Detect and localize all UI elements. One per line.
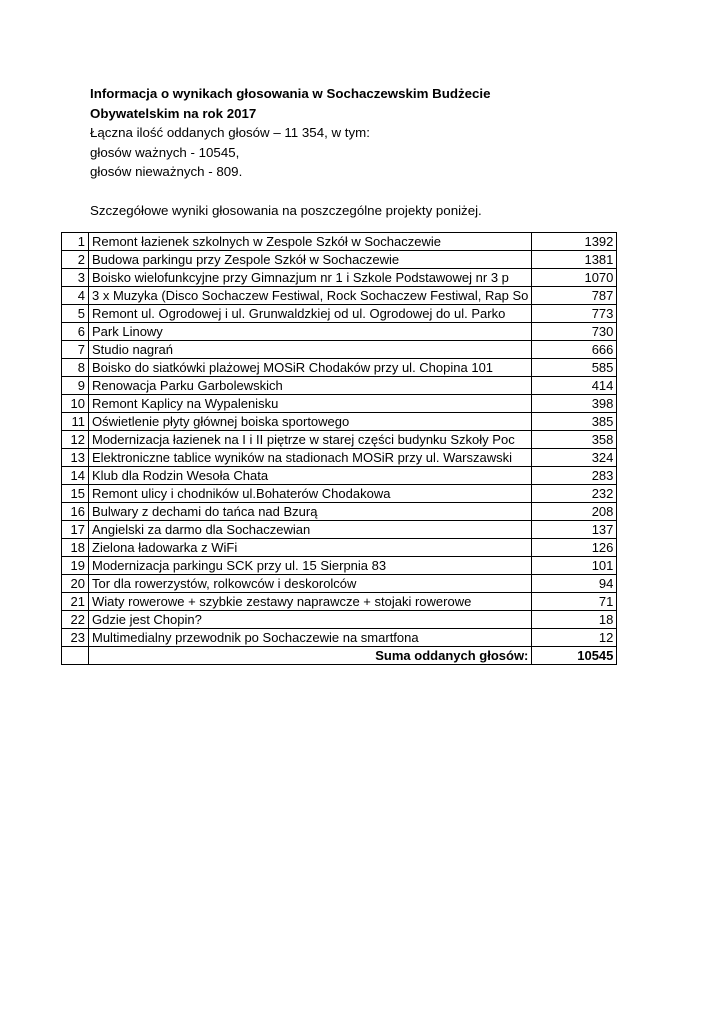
project-name: Renowacja Parku Garbolewskich: [89, 377, 532, 395]
project-number: 4: [62, 287, 89, 305]
table-row: [62, 305, 617, 323]
results-table-body: [62, 233, 617, 665]
table-row: [62, 467, 617, 485]
project-number: 18: [62, 539, 89, 557]
table-row: [62, 359, 617, 377]
sum-row: [62, 647, 617, 665]
project-name: Budowa parkingu przy Zespole Szkół w Sochaczewie: [89, 251, 532, 269]
project-number: 13: [62, 449, 89, 467]
project-votes: 1381: [532, 251, 617, 269]
project-votes: 773: [532, 305, 617, 323]
project-number: 23: [62, 629, 89, 647]
details-line: Szczegółowe wyniki głosowania na poszczególne projekty poniżej.: [90, 202, 482, 218]
project-name: Studio nagrań: [89, 341, 532, 359]
table-row: [62, 431, 617, 449]
table-row: [62, 341, 617, 359]
sum-value: 10545: [532, 647, 617, 665]
valid-votes-line: głosów ważnych - 10545,: [90, 144, 240, 160]
project-name: Oświetlenie płyty głównej boiska sportowego: [89, 413, 532, 431]
project-name: Gdzie jest Chopin?: [89, 611, 532, 629]
table-row: [62, 395, 617, 413]
project-name: Tor dla rowerzystów, rolkowców i deskorolców: [89, 575, 532, 593]
project-votes: 324: [532, 449, 617, 467]
project-name: Klub dla Rodzin Wesoła Chata: [89, 467, 532, 485]
project-name: Modernizacja parkingu SCK przy ul. 15 Sierpnia 83: [89, 557, 532, 575]
table-row: [62, 557, 617, 575]
project-number: 19: [62, 557, 89, 575]
project-name: Remont łazienek szkolnych w Zespole Szkół w Sochaczewie: [89, 233, 532, 251]
project-votes: 137: [532, 521, 617, 539]
project-number: 3: [62, 269, 89, 287]
sum-label: Suma oddanych głosów:: [89, 647, 532, 665]
project-votes: 398: [532, 395, 617, 413]
project-votes: 71: [532, 593, 617, 611]
project-name: Angielski za darmo dla Sochaczewian: [89, 521, 532, 539]
project-number: 17: [62, 521, 89, 539]
project-number: 20: [62, 575, 89, 593]
table-row: [62, 503, 617, 521]
project-number: 2: [62, 251, 89, 269]
project-votes: 208: [532, 503, 617, 521]
project-name: Remont ul. Ogrodowej i ul. Grunwaldzkiej od ul. Ogrodowej do ul. Parko: [89, 305, 532, 323]
project-number: 22: [62, 611, 89, 629]
project-name: Boisko do siatkówki plażowej MOSiR Chodaków przy ul. Chopina 101: [89, 359, 532, 377]
project-number: 21: [62, 593, 89, 611]
table-row: [62, 269, 617, 287]
table-row: [62, 251, 617, 269]
project-name: Multimedialny przewodnik po Sochaczewie na smartfona: [89, 629, 532, 647]
project-name: Zielona ładowarka z WiFi: [89, 539, 532, 557]
project-name: Elektroniczne tablice wyników na stadionach MOSiR przy ul. Warszawski: [89, 449, 532, 467]
project-votes: 18: [532, 611, 617, 629]
project-number: 5: [62, 305, 89, 323]
project-name: Park Linowy: [89, 323, 532, 341]
project-name: Modernizacja łazienek na I i II piętrze w starej części budynku Szkoły Poc: [89, 431, 532, 449]
project-votes: 101: [532, 557, 617, 575]
project-votes: 358: [532, 431, 617, 449]
project-name: Bulwary z dechami do tańca nad Bzurą: [89, 503, 532, 521]
project-votes: 94: [532, 575, 617, 593]
table-row: [62, 575, 617, 593]
project-number: 9: [62, 377, 89, 395]
document-header: [90, 84, 491, 221]
table-row: [62, 323, 617, 341]
table-row: [62, 233, 617, 251]
project-votes: 12: [532, 629, 617, 647]
title-line-2: Obywatelskim na rok 2017: [90, 105, 257, 121]
project-number: 10: [62, 395, 89, 413]
table-row: [62, 287, 617, 305]
total-votes-line: Łączna ilość oddanych głosów – 11 354, w tym:: [90, 125, 370, 141]
project-votes: 787: [532, 287, 617, 305]
project-name: Boisko wielofunkcyjne przy Gimnazjum nr 1 i Szkole Podstawowej nr 3 p: [89, 269, 532, 287]
table-row: [62, 485, 617, 503]
sum-row-empty-cell: [62, 647, 89, 665]
project-votes: 414: [532, 377, 617, 395]
project-votes: 1392: [532, 233, 617, 251]
spacer: [90, 182, 491, 201]
table-row: [62, 521, 617, 539]
table-row: [62, 629, 617, 647]
project-votes: 232: [532, 485, 617, 503]
table-row: [62, 377, 617, 395]
table-row: [62, 593, 617, 611]
project-number: 8: [62, 359, 89, 377]
title-line-1: Informacja o wynikach głosowania w Sochaczewskim Budżecie: [90, 86, 491, 101]
project-name: Remont ulicy i chodników ul.Bohaterów Chodakowa: [89, 485, 532, 503]
project-votes: 126: [532, 539, 617, 557]
results-table: [61, 232, 617, 665]
project-name: 3 x Muzyka (Disco Sochaczew Festiwal, Rock Sochaczew Festiwal, Rap So: [89, 287, 532, 305]
project-name: Wiaty rowerowe + szybkie zestawy naprawcze + stojaki rowerowe: [89, 593, 532, 611]
project-number: 12: [62, 431, 89, 449]
project-number: 6: [62, 323, 89, 341]
project-number: 11: [62, 413, 89, 431]
table-row: [62, 539, 617, 557]
project-votes: 385: [532, 413, 617, 431]
table-row: [62, 413, 617, 431]
project-number: 16: [62, 503, 89, 521]
invalid-votes-line: głosów nieważnych - 809.: [90, 164, 243, 180]
project-number: 1: [62, 233, 89, 251]
project-number: 15: [62, 485, 89, 503]
project-votes: 1070: [532, 269, 617, 287]
project-number: 14: [62, 467, 89, 485]
table-row: [62, 611, 617, 629]
project-votes: 666: [532, 341, 617, 359]
project-name: Remont Kaplicy na Wypalenisku: [89, 395, 532, 413]
project-votes: 730: [532, 323, 617, 341]
project-votes: 283: [532, 467, 617, 485]
table-row: [62, 449, 617, 467]
project-number: 7: [62, 341, 89, 359]
project-votes: 585: [532, 359, 617, 377]
